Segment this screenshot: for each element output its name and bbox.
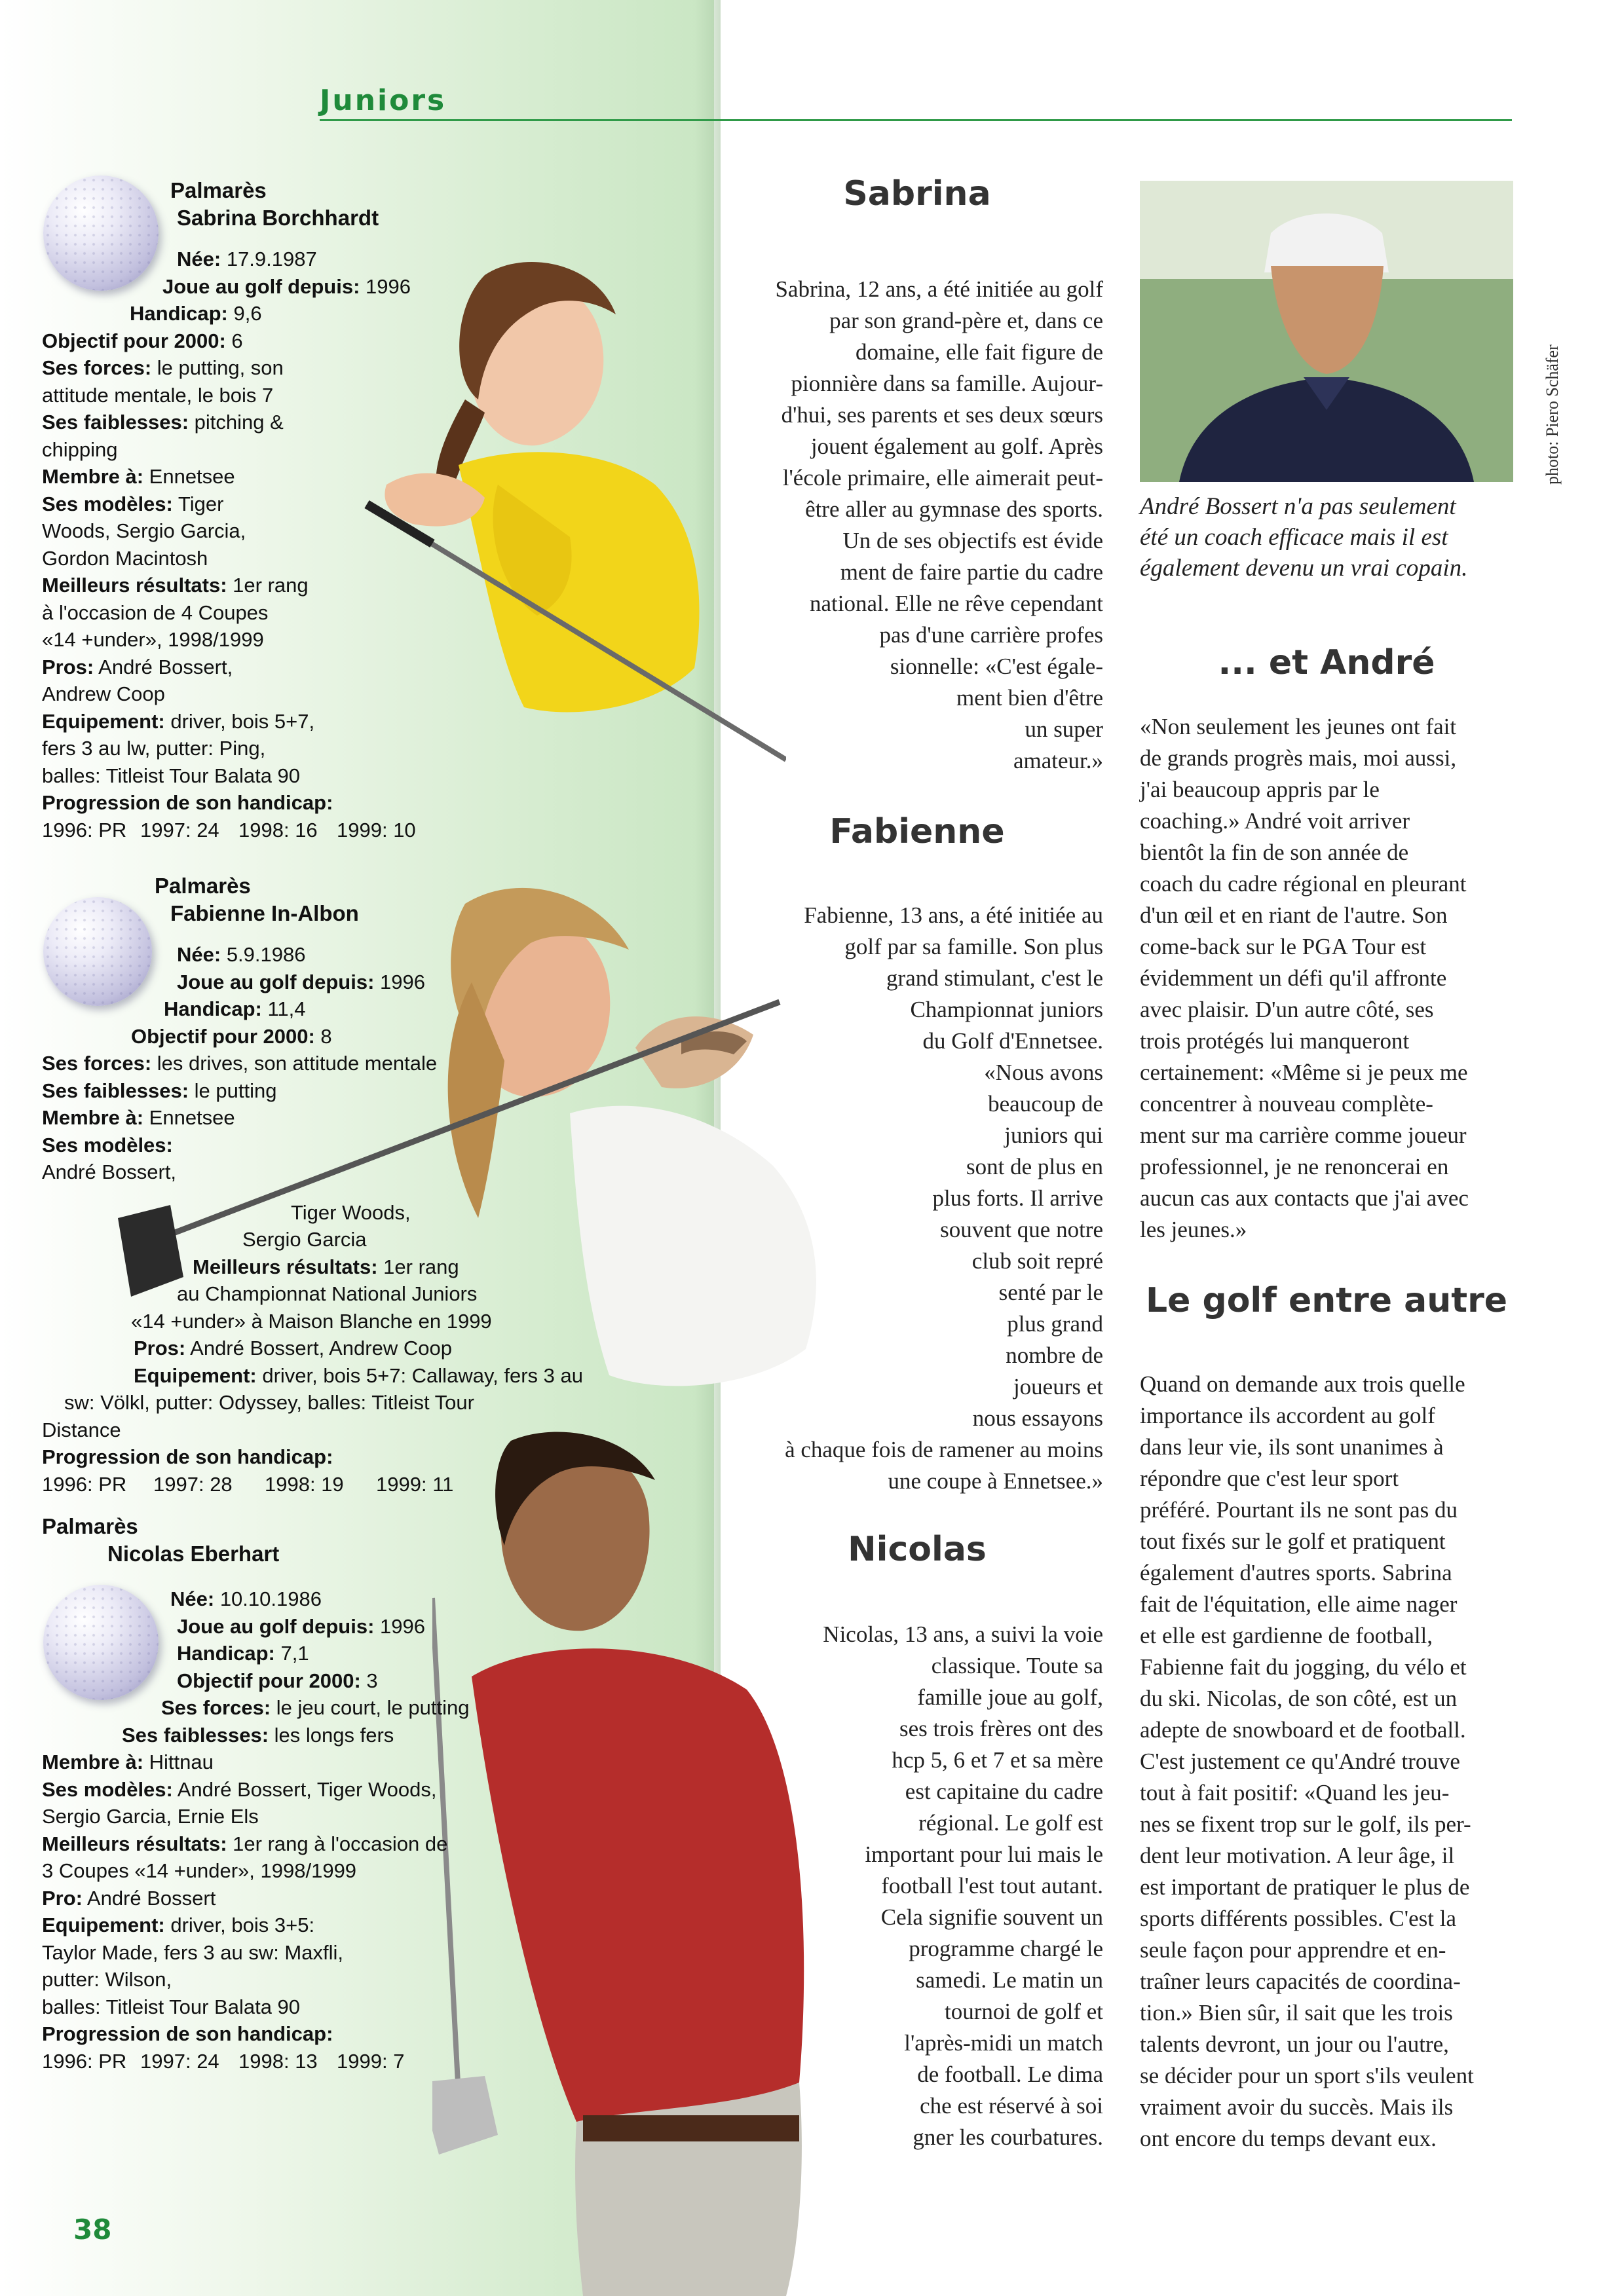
profile-heading: Palmarès	[170, 178, 267, 202]
article-heading-nicolas: Nicolas	[848, 1530, 987, 1569]
stat-line: Ses faiblesses: les longs fers	[122, 1723, 394, 1747]
stat-line: Membre à: Ennetsee	[42, 465, 235, 488]
stat-line: Pro: André Bossert	[42, 1886, 216, 1910]
stat-line: Ses modèles: André Bossert, Tiger Woods,	[42, 1777, 437, 1801]
article-heading-sabrina: Sabrina	[843, 174, 991, 213]
stat-line: Distance	[42, 1418, 121, 1441]
progression-year: 1998: 19	[265, 1472, 344, 1496]
stat-line: Equipement: driver, bois 5+7,	[42, 709, 315, 733]
header-rule	[320, 119, 1512, 121]
progression-year: 1996: PR	[42, 2049, 127, 2073]
stat-line: à l'occasion de 4 Coupes	[42, 601, 269, 624]
progression-year: 1999: 10	[337, 818, 416, 842]
stat-line: Joue au golf depuis: 1996	[162, 274, 411, 298]
article-body-sabrina: Sabrina, 12 ans, a été initiée au golf par son grand-père et, dans ce domaine, elle fait figure de pionnière dans sa famille. Aujour- d'hui, ses parents et ses deux sœurs jouent également au golf. Après l'école primaire, elle aimerait peut- être aller au gymnase des sports. Un de ses objectifs est évide ment de faire partie du cadre national. Elle ne rêve cependant pas d'une carrière profes sionnelle: «C'est égale- ment bien d'être un super amateur.»	[775, 276, 1103, 773]
profile-name: Sabrina Borchhardt	[177, 205, 379, 230]
coach-photo-caption: André Bossert n'a pas seulement été un coach efficace mais il est également devenu un vrai copain.	[1140, 493, 1468, 582]
profile-heading: Palmarès	[155, 874, 251, 898]
handicap-progression	[42, 817, 461, 844]
progression-year: 1998: 13	[238, 2049, 318, 2073]
stat-line: Handicap: 11,4	[164, 997, 306, 1020]
stat-line: Meilleurs résultats: 1er rang à l'occasion de	[42, 1832, 448, 1855]
article-body-nicolas: Nicolas, 13 ans, a suivi la voie classique. Toute sa famille joue au golf, ses trois frères ont des hcp 5, 6 et 7 et sa mère est capitaine du cadre régional. Le golf est important pour lui mais le football l'est tout autant. Cela signifie souvent un programme chargé le samedi. Le matin un tournoi de golf et l'après-midi un match de football. Le dima che est réservé à soi gner les courbatures.	[823, 1621, 1103, 2150]
stat-line: Andrew Coop	[42, 682, 165, 705]
stat-line: Née: 17.9.1987	[177, 248, 317, 270]
profile-sabrina	[42, 177, 461, 843]
stat-line: Joue au golf depuis: 1996	[177, 970, 425, 993]
stat-line: Pros: André Bossert,	[42, 655, 233, 678]
stat-line: Pros: André Bossert, Andrew Coop	[134, 1337, 452, 1360]
progression-year: 1996: PR	[42, 818, 127, 842]
stat-line: Progression de son handicap:	[42, 1445, 333, 1468]
stat-line: André Bossert,	[42, 1160, 177, 1183]
stat-line: Ses modèles:	[42, 1133, 173, 1157]
article-heading-andre: ... et André	[1218, 643, 1435, 682]
stat-line: Progression de son handicap:	[42, 2022, 333, 2045]
handicap-progression	[42, 2048, 487, 2075]
stat-line: Meilleurs résultats: 1er rang	[193, 1255, 459, 1278]
stat-line: Ses modèles: Tiger	[42, 492, 224, 515]
progression-year: 1997: 24	[140, 2049, 219, 2073]
article-body-golf-entre-autre: Quand on demande aux trois quelle importance ils accordent au golf dans leur vie, ils sont unanimes à répondre que c'est leur sport préféré. Pourtant ils ne sont pas du tout fixés sur le golf et pratiquent également d'autres sports. Sabrina fait de l'équitation, elle aime nager et elle est gardienne de football, Fabienne fait du jogging, du vélo et du ski. Nicolas, de son côté, est un adepte de snowboard et de football. C'est justement ce qu'André trouve tout à fait positif: «Quand les jeu- nes se fixent trop sur le golf, ils per- dent leur motivation. A leur âge, il est important de pratiquer le plus de sports différents possibles. C'est la seule façon pour apprendre et en- traîner leurs capacités de coordina- tion.» Bien sûr, il sait que les trois talents devront, un jour ou l'autre, se décider pour un sport s'ils veulent vraiment avoir du succès. Mais ils ont encore du temps devant eux.	[1140, 1371, 1474, 2151]
progression-year: 1997: 28	[153, 1472, 233, 1496]
profile-heading: Palmarès	[42, 1514, 138, 1538]
progression-year: 1999: 7	[337, 2049, 405, 2073]
stat-line: Progression de son handicap:	[42, 791, 333, 814]
profile-fabienne	[42, 872, 618, 1498]
stat-line: Handicap: 9,6	[130, 302, 262, 325]
coach-andre-photo	[1140, 181, 1513, 482]
stat-line: Objectif pour 2000: 3	[177, 1669, 378, 1692]
stat-line: Membre à: Hittnau	[42, 1750, 214, 1773]
stat-line: Gordon Macintosh	[42, 546, 208, 570]
stat-line: Ses faiblesses: pitching &	[42, 411, 284, 434]
progression-year: 1999: 11	[376, 1472, 454, 1496]
section-title: Juniors	[320, 84, 447, 117]
article-body-andre: «Non seulement les jeunes ont fait de grands progrès mais, moi aussi, j'ai beaucoup appris par le coaching.» André voit arriver bientôt la fin de son année de coach du cadre régional en pleurant d'un œil et en riant de l'autre. Son come-back sur le PGA Tour est évidemment un défi qu'il affronte avec plaisir. D'un autre côté, ses trois protégés lui manqueront certainement: «Même si je peux me concentrer à nouveau complète- ment sur ma carrière comme joueur professionnel, je ne renoncerai en aucun cas aux contacts que j'ai avec les jeunes.»	[1140, 714, 1469, 1242]
stat-line: Née: 5.9.1986	[177, 943, 306, 966]
stat-line: Equipement: driver, bois 3+5:	[42, 1914, 315, 1936]
stat-line: Sergio Garcia	[242, 1228, 367, 1251]
page-number: 38	[73, 2213, 112, 2246]
article-heading-golf-entre-autre: Le golf entre autre	[1145, 1281, 1508, 1320]
stat-line: chipping	[42, 437, 118, 461]
stat-line: «14 +under», 1998/1999	[42, 628, 264, 651]
progression-year: 1997: 24	[140, 818, 219, 842]
stat-line: Membre à: Ennetsee	[42, 1106, 235, 1129]
stat-line: sw: Völkl, putter: Odyssey, balles: Titleist Tour	[64, 1391, 474, 1414]
progression-year: 1996: PR	[42, 1472, 127, 1496]
stat-line: Née: 10.10.1986	[170, 1587, 322, 1610]
article-body-fabienne: Fabienne, 13 ans, a été initiée au golf par sa famille. Son plus grand stimulant, c'est le Championnat juniors du Golf d'Ennetsee. «Nous avons beaucoup de juniors qui sont de plus en plus forts. Il arrive souvent que notre club soit repré senté par le plus grand nombre de joueurs et nous essayons à chaque fois de ramener au moins une coupe à Ennetsee.»	[785, 902, 1103, 1494]
stat-line: 3 Coupes «14 +under», 1998/1999	[42, 1859, 357, 1882]
stat-line: Ses faiblesses: le putting	[42, 1079, 277, 1102]
stat-line: Taylor Made, fers 3 au sw: Maxfli,	[42, 1940, 343, 1964]
stat-line: Joue au golf depuis: 1996	[177, 1614, 425, 1638]
stat-line: attitude mentale, le bois 7	[42, 383, 274, 407]
stat-line: Tiger Woods,	[291, 1200, 411, 1224]
handicap-progression	[42, 1471, 618, 1498]
profile-name: Fabienne In-Albon	[170, 900, 359, 925]
stat-line: Objectif pour 2000: 8	[131, 1024, 332, 1048]
photo-credit: photo: Piero Schäfer	[1543, 344, 1562, 485]
stat-line: balles: Titleist Tour Balata 90	[42, 1995, 301, 2018]
article-heading-fabienne: Fabienne	[829, 812, 1005, 851]
stat-line: Sergio Garcia, Ernie Els	[42, 1805, 259, 1828]
stat-line: Meilleurs résultats: 1er rang	[42, 574, 309, 597]
stat-line: Objectif pour 2000: 6	[42, 329, 243, 352]
stat-line: au Championnat National Juniors	[177, 1282, 478, 1305]
profile-name: Nicolas Eberhart	[107, 1541, 280, 1566]
stat-line: Ses forces: le jeu court, le putting	[161, 1696, 470, 1719]
stat-line: Equipement: driver, bois 5+7: Callaway, fers 3 au	[134, 1363, 583, 1387]
stat-line: putter: Wilson,	[42, 1968, 172, 1991]
profile-nicolas	[42, 1513, 487, 2075]
progression-year: 1998: 16	[238, 818, 318, 842]
stat-line: «14 +under» à Maison Blanche en 1999	[131, 1309, 492, 1333]
stat-line: Woods, Sergio Garcia,	[42, 519, 246, 542]
stat-line: balles: Titleist Tour Balata 90	[42, 764, 301, 787]
stat-line: Ses forces: le putting, son	[42, 356, 284, 379]
stat-line: Handicap: 7,1	[177, 1642, 309, 1665]
stat-line: Ses forces: les drives, son attitude mentale	[42, 1052, 438, 1075]
stat-line: fers 3 au lw, putter: Ping,	[42, 737, 266, 760]
